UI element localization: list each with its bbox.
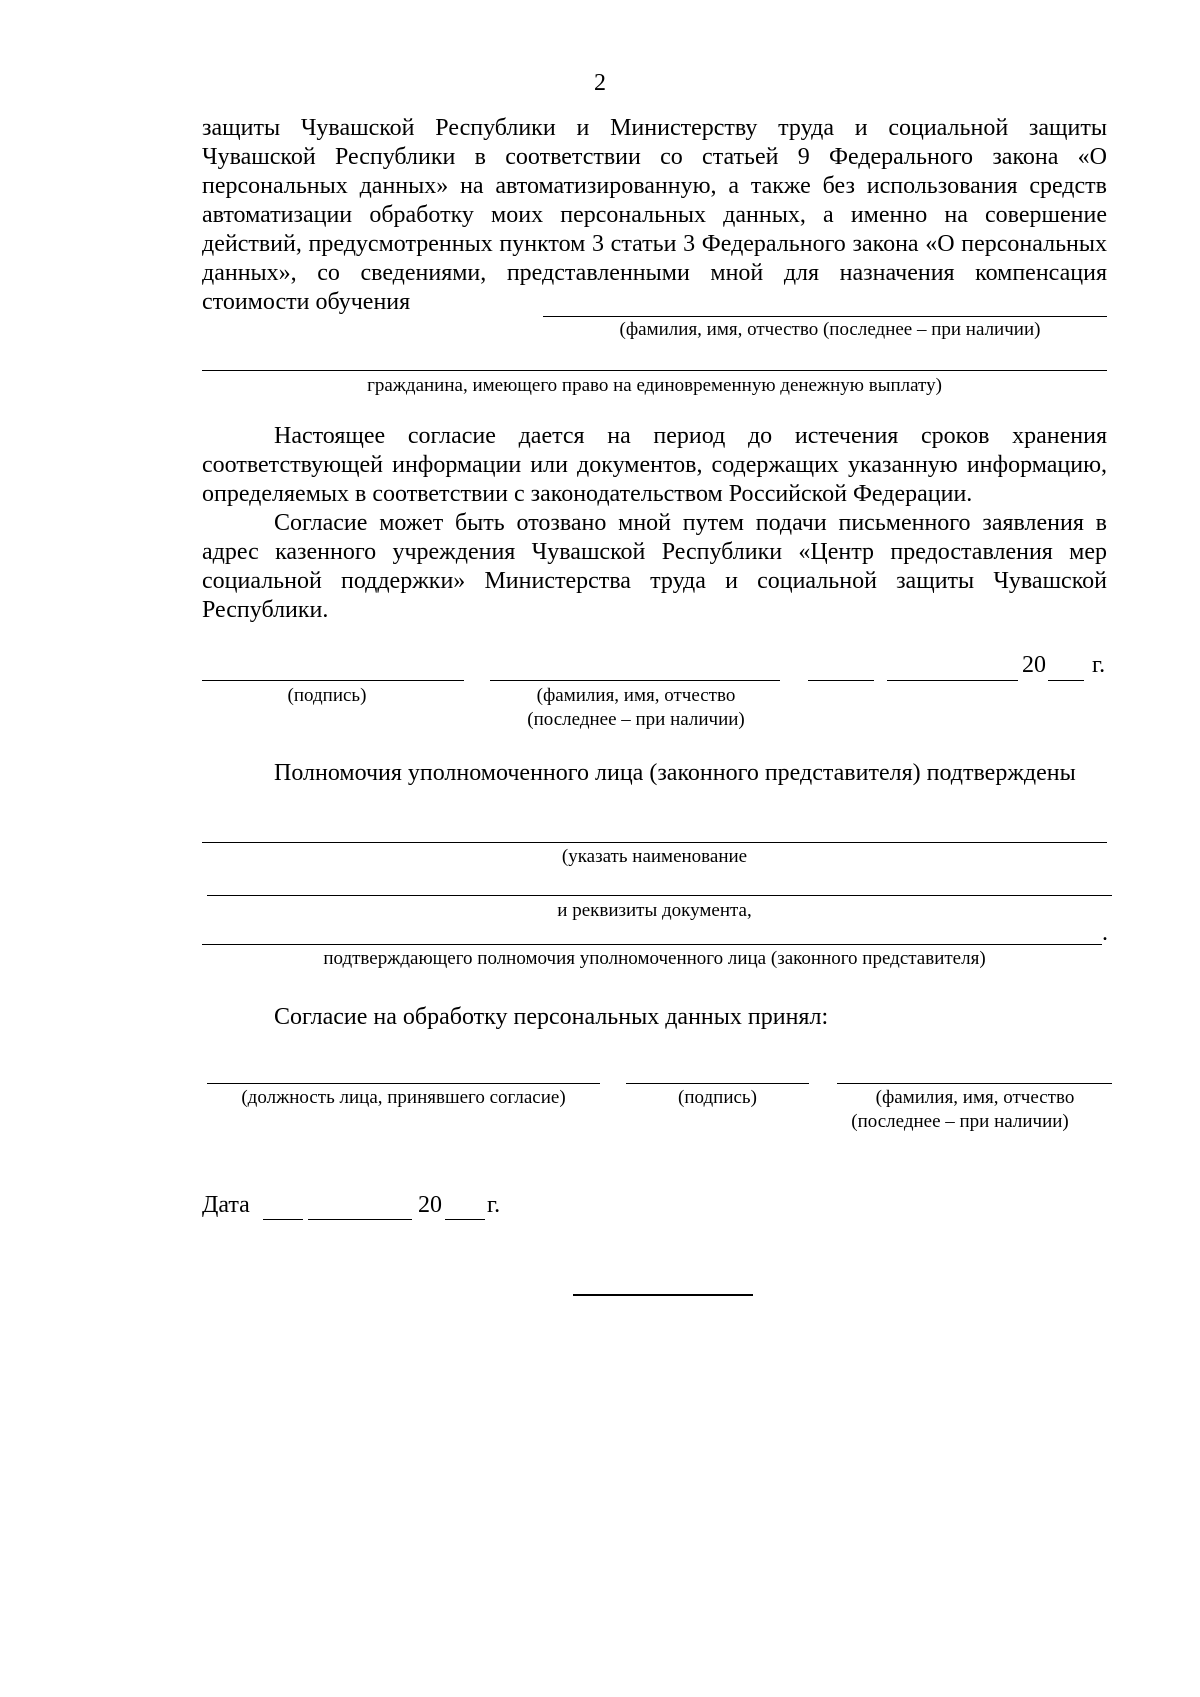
signature-line [202, 680, 464, 681]
caption-fio-line1: (фамилия, имя, отчество [536, 685, 736, 706]
caption-acceptor-fio-line2: (последнее – при наличии) [851, 1111, 1069, 1132]
accepted-by-paragraph: Согласие на обработку персональных данных принял: [274, 1004, 829, 1030]
caption-acceptor-signature: (подпись) [678, 1087, 757, 1108]
date-year-suffix: г. [487, 1192, 501, 1218]
year-prefix: 20 [1022, 652, 1046, 678]
month-line [887, 680, 1018, 681]
date-label: Дата [202, 1192, 250, 1218]
caption-citizen: гражданина, имеющего право на единовременную денежную выплату) [367, 375, 942, 396]
page-number: 2 [594, 70, 606, 96]
document-requisites-line [207, 895, 1112, 896]
end-dot: . [1102, 920, 1108, 946]
caption-document-requisites: и реквизиты документа, [557, 900, 752, 921]
citizen-name-line-2 [202, 370, 1107, 371]
date-year-prefix: 20 [418, 1192, 442, 1218]
authority-paragraph: Полномочия уполномоченного лица (законного представителя) подтверждены [274, 760, 1076, 786]
year-suffix: г. [1092, 652, 1106, 678]
caption-document-name: (указать наименование [561, 846, 748, 867]
caption-signature: (подпись) [287, 685, 367, 706]
fio-line [490, 680, 780, 681]
document-confirm-line [202, 944, 1102, 945]
document-name-line [202, 842, 1107, 843]
consent-period-paragraph: Настоящее согласие дается на период до истечения сроков хранения соответствующей информации или документов, содержащих указанную информацию, определяемых в соответствии с законодательством Российской Федерации. [202, 423, 1107, 507]
revocation-paragraph: Согласие может быть отозвано мной путем подачи письменного заявления в адрес казенного учреждения Чувашской Республики «Центр предоставления мер социальной поддержки» Министерства труда и социальной защиты Чувашской Республики. [202, 510, 1107, 623]
citizen-name-line [543, 316, 1107, 317]
position-line [207, 1083, 600, 1084]
acceptor-fio-line [837, 1083, 1112, 1084]
year-line [1048, 680, 1084, 681]
closing-separator [573, 1294, 753, 1296]
caption-fio-line2: (последнее – при наличии) [527, 709, 745, 730]
consent-paragraph: защиты Чувашской Республики и Министерству труда и социальной защиты Чувашской Республики в соответствии со статьей 9 Федерального закона «О персональных данных» на автоматизированную, а также без использования средств автоматизации обработку моих персональных данных, а именно на совершение действий, предусмотренных пунктом 3 статьи 3 Федерального закона «О персональных данных», со сведениями, представленными мной для назначения компенсация стоимости обучения [202, 115, 1107, 315]
caption-citizen-fio: (фамилия, имя, отчество (последнее – при наличии) [619, 319, 1041, 340]
date-year-line [445, 1219, 485, 1220]
date-day-line [263, 1219, 303, 1220]
caption-acceptor-fio-line1: (фамилия, имя, отчество [875, 1087, 1075, 1108]
caption-document-confirm: подтверждающего полномочия уполномоченного лица (законного представителя) [323, 948, 986, 969]
day-line [808, 680, 874, 681]
caption-position: (должность лица, принявшего согласие) [241, 1087, 566, 1108]
acceptor-signature-line [626, 1083, 809, 1084]
date-month-line [308, 1219, 412, 1220]
